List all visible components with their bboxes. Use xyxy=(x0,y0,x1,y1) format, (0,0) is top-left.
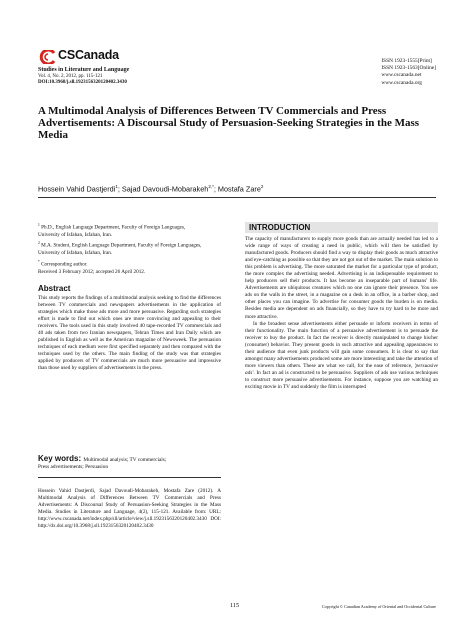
affiliation-item: * Corresponding author. xyxy=(38,259,88,268)
brand-name: CSCanada xyxy=(58,48,119,62)
issn-online: ISSN 1923-1563[Online] xyxy=(381,65,436,72)
affiliation-item: $^1$ Ph.D., English Language Department, Faculty of Foreign Languages, University of Isfahan, Isfahan, Iran. xyxy=(38,223,186,238)
website-link[interactable]: www.cscanada.net xyxy=(381,72,422,79)
author-affiliation-mark: 1 xyxy=(115,184,118,189)
intro-paragraph-2 xyxy=(245,321,438,391)
received-date: Received 3 February 2012; accepted 26 April 2012. xyxy=(38,269,146,275)
abstract-text: This study reports the findings of a multimodal analysis seeking to find the differences between TV commercials and newspapers advertisements in the application of strategies which make those ads more and more persuasive. Regarding such strategies effort is made to find out which ones are more convincing and appealing to their receivers. The tools used in this study involved 40 tape-recorded TV commercials and 40 ads taken from two Iranian newspapers, Tehran Times and Iran Daily which are published in English as well as the American magazine of Newsweek. The persuasion techniques of each medium were first specified separately and then compared with the techniques used by the others. The main finding of the study was that strategies applied by producers of TV commercials are much more persuasive and impressive than those used by suppliers of advertisements in the press. xyxy=(38,295,221,372)
introduction-heading: INTRODUCTION xyxy=(245,222,438,233)
keywords-label: Key words: xyxy=(38,454,82,463)
affiliation-mark: 2 xyxy=(38,241,40,246)
page-number: 115 xyxy=(230,602,240,609)
author-affiliation-mark: 2,* xyxy=(208,184,214,189)
copyright-holder: Canadian Academy of Oriental and Occidental Culture xyxy=(344,604,436,609)
author-name: Sajad Davoudi-Mobarakeh xyxy=(121,184,209,194)
intro-paragraph-2-emphasis: 'persuasive ads' xyxy=(245,362,438,376)
copyright-symbol-icon: © xyxy=(339,604,344,609)
divider xyxy=(38,477,221,478)
cscanada-logo-icon xyxy=(38,50,58,64)
affiliation-mark: 1 xyxy=(38,223,40,227)
affiliations xyxy=(38,222,208,270)
keywords-first: Multimodal analysis; TV commercials; xyxy=(83,457,167,463)
intro-paragraph-2-end: . In fact an ad is constructed to be persuasive. Suppliers of ads use various techniques to construct more persuasive advertisements. For instance, suppose you are watching an exciting movie in TV and suddenly the film is interrupted xyxy=(245,369,438,390)
keywords-second: Press advertisements; Persuasion xyxy=(38,464,109,470)
issn-block xyxy=(381,58,436,87)
website-link[interactable]: www.cscanada.org xyxy=(381,79,422,86)
copyright-notice xyxy=(322,604,436,609)
affiliation-mark: * xyxy=(38,259,40,264)
author-name: Mostafa Zare xyxy=(217,184,261,194)
volume-info: Vol. 4, No. 2, 2012, pp. 115-121 xyxy=(38,74,103,79)
issn-print: ISSN 1923-1555[Print] xyxy=(381,58,432,64)
journal-name: Studies in Literature and Language xyxy=(38,67,130,73)
copyright-label: Copyright xyxy=(321,604,339,609)
divider xyxy=(38,197,436,198)
doi: DOI:10.3968/j.sll.1923156320120402.3430 xyxy=(38,80,127,85)
keywords-line xyxy=(38,454,166,463)
author-affiliation-mark: 2 xyxy=(260,184,264,189)
intro-paragraph-1: The capacity of manufacturers to supply more goods than are actually needed has led to a wide range of ways of creating a need in public, which will then be satisfied by manufactured goods. Producers should find a way to display their goods as much attractive and eye-catching as possible so that they are not got out of the market. The main solution to this problem is advertising. The more saturated the market for a particular type of product, the more complex the advertising needed. Advertising is an indispensable requirement to help producers sell their products. It has become an inseparable part of humans' life. Advertisements are ubiquitous creatures which no one can ignore their presence. You see ads on the walls in the street, in a magazine on a desk in an office, in a barber shop, and other places you can imagine. To advertise for consumer goods the burden is on media. Besides media are dependent on ads financially, so they have to try hard to be more and more attractive. xyxy=(245,236,438,320)
affiliation-item: $^2$ M.A. Student, English Language Department, Faculty of Foreign Languages, University of Isfahan, Isfahan, Iran. xyxy=(38,241,202,257)
intro-paragraph-2-start: In the broadest sense advertisements either persuade or inform receivers in terms of their functionality. The main function of a persuasive advertisement is to persuade the receiver to buy the product. In fact the receiver is directly manipulated to change his/her (consumer) behavior. They present goods in such attractive and appealing appearances to their audience that even junk products will gain some consumers. It is clear to say that amongst many advertisements produced some are more interesting and take the attention of more viewers than others. These are what we call, for the ease of reference, xyxy=(245,320,438,369)
article-title: A Multimodal Analysis of Differences Between TV Commercials and Press Advertisements: A Discoursal Study of Persuasion-Seeking Strategies in the Mass Media xyxy=(38,105,420,141)
citation-text: Hossein Vahid Dastjerdi, Sajad Davoudi-Mobarakeh, Mostafa Zare (2012). A Multimodal Analysis of Differences Between TV Commercials and Press Advertisements: A Discoursal Study of Persuasion-Seeking Strategies in the Mass Media. Studies in Literature and Language, 4(2), 115-121. Available from: URL: http://www.cscanada.net/index.php/sll/article/view/j.sll.1923156320120402.3430 DOI: http://dx.doi.org/10.3968/j.sll.1923156320120402.3430 xyxy=(38,488,221,529)
author-list: Hossein Vahid Dastjerdi$^1$; Sajad Davoudi-Mobarakeh$^{2,*}$; Mostafa Zare$^2$ xyxy=(38,184,264,194)
author-name: Hossein Vahid Dastjerdi xyxy=(38,184,116,194)
abstract-heading: Abstract xyxy=(38,284,71,293)
introduction-body xyxy=(245,236,438,391)
